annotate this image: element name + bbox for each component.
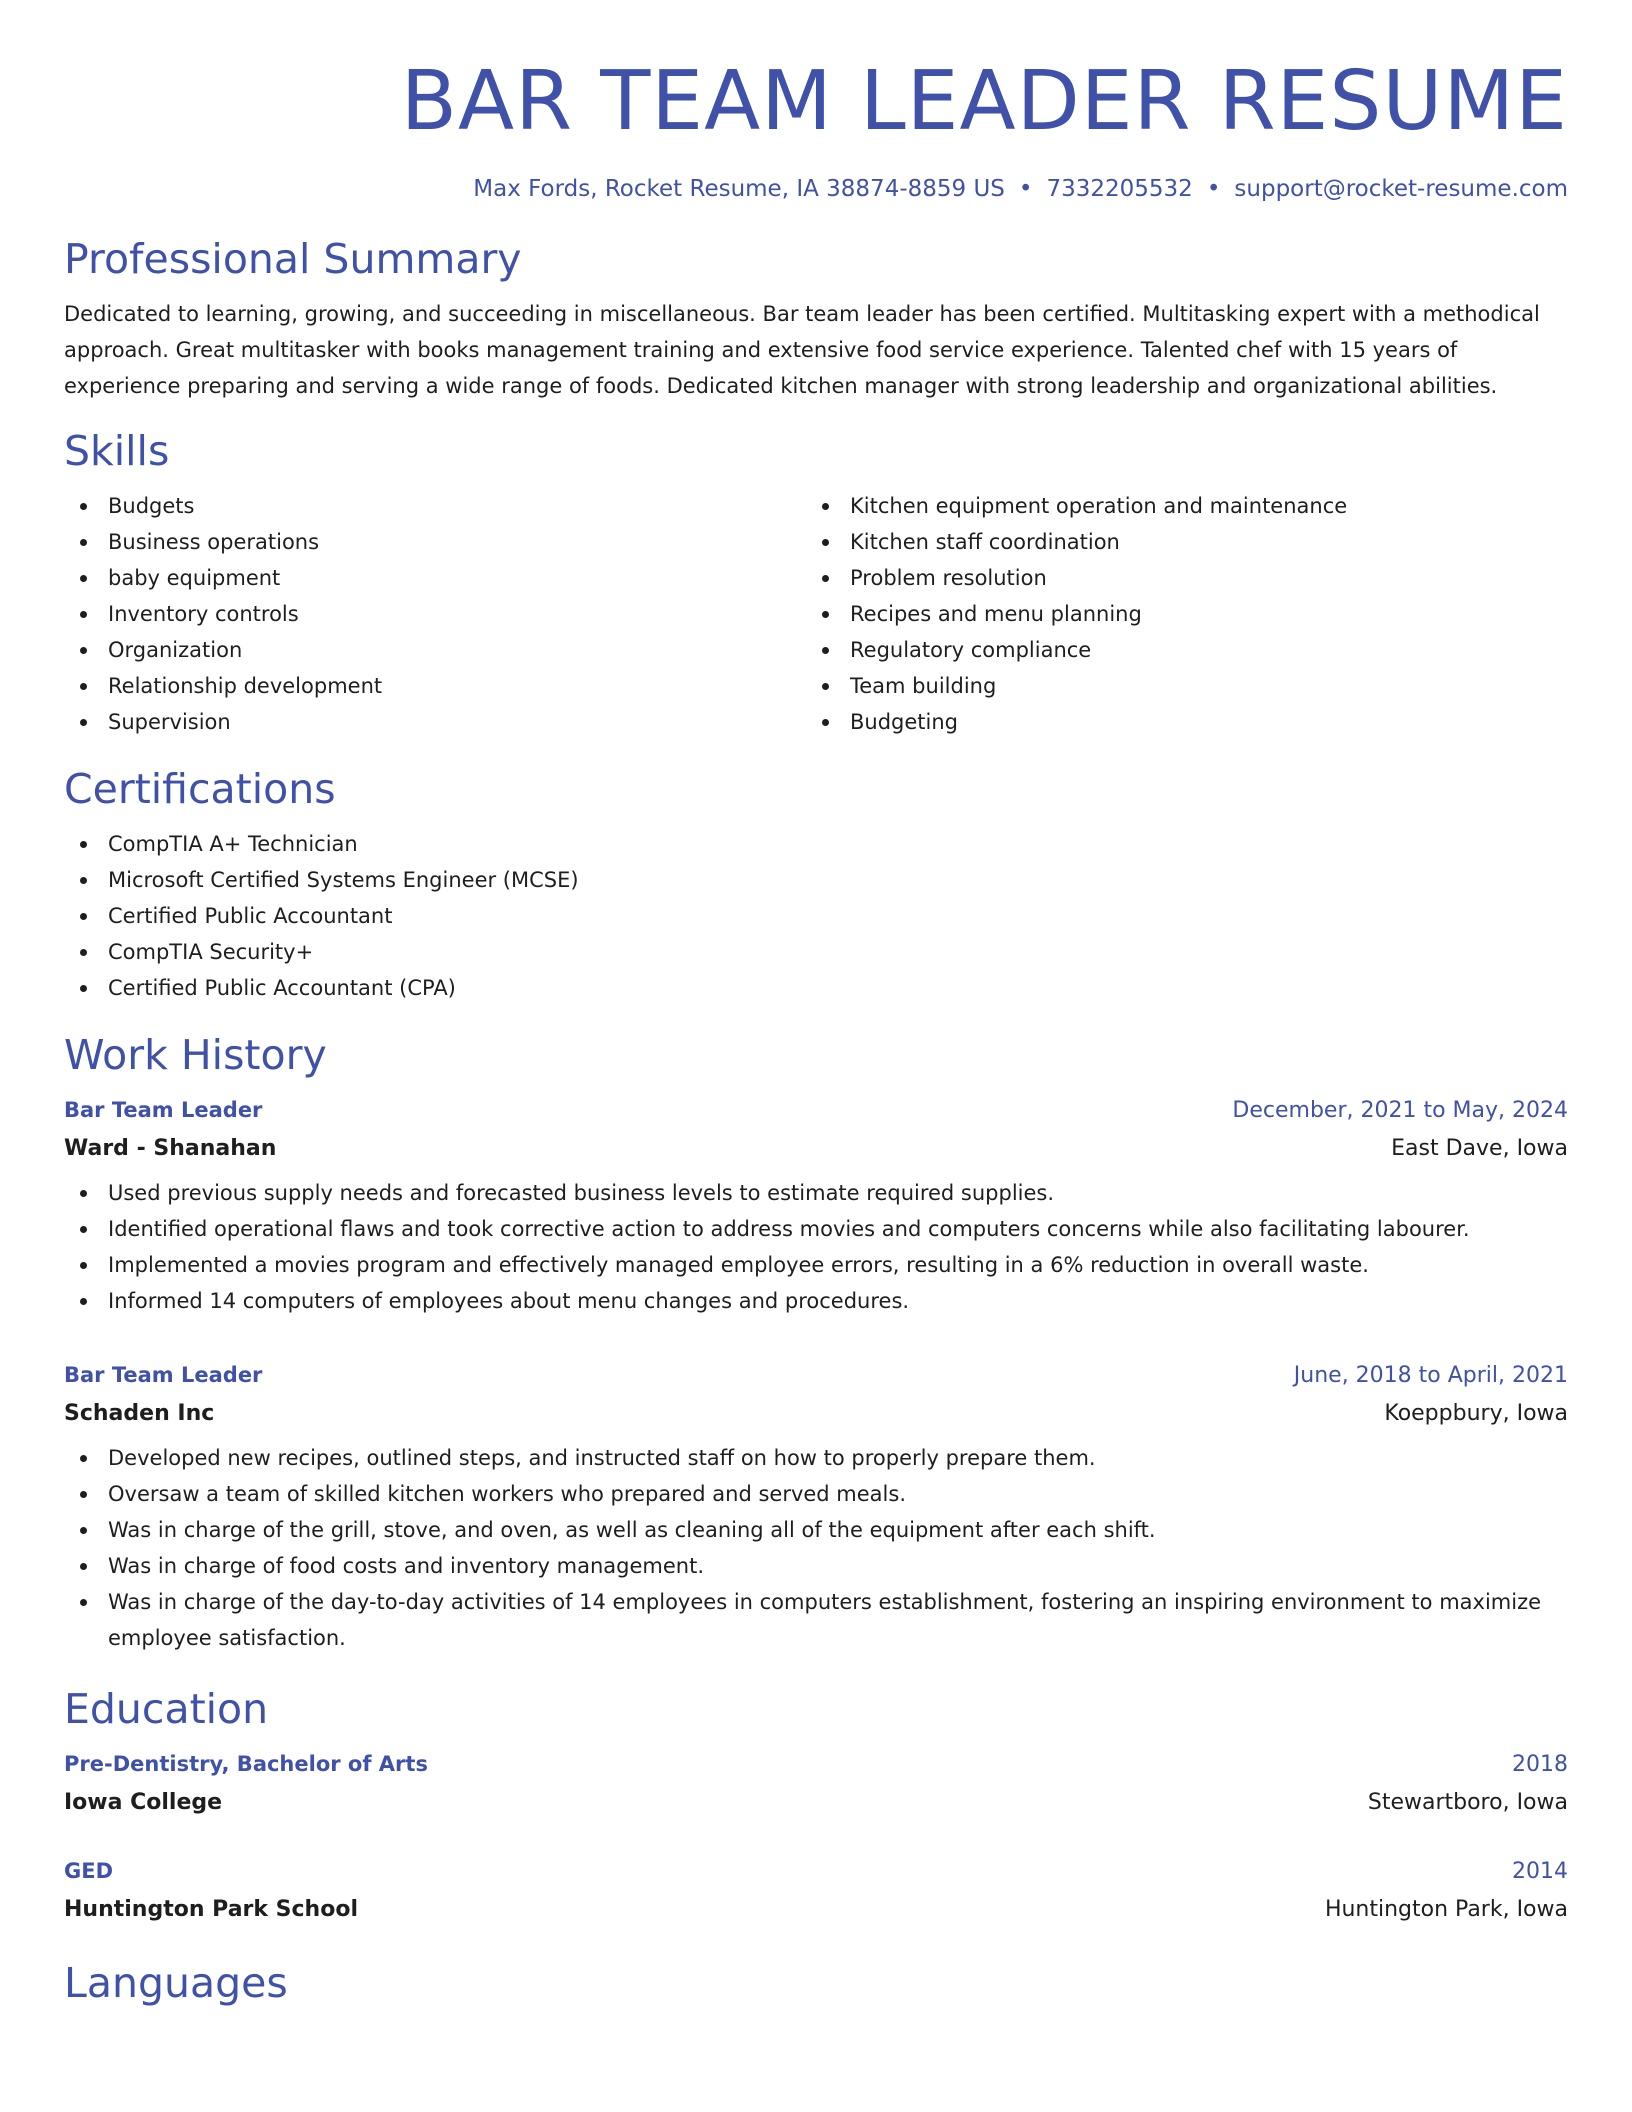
education-location: Huntington Park, Iowa (1324, 1897, 1568, 1922)
certifications-heading: Certifications (64, 765, 336, 813)
education-degree-row (64, 1746, 1568, 1783)
certification-item: Microsoft Certified Systems Engineer (MCSE) (64, 862, 1568, 898)
contact-separator: • (1018, 176, 1033, 202)
education-year: 2014 (1512, 1859, 1568, 1884)
languages-heading: Languages (64, 1959, 288, 2007)
job-company-row (64, 1129, 1568, 1169)
job-title: Bar Team Leader (64, 1363, 263, 1387)
job-bullet: Identified operational flaws and took corrective action to address movies and computers concerns while also facilitating labourer. (64, 1211, 1568, 1247)
skill-item: Budgets (64, 488, 806, 524)
contact-address: Max Fords, Rocket Resume, IA 38874-8859 US (473, 176, 1005, 202)
skill-item: Budgeting (806, 704, 1548, 740)
job-bullet: Informed 14 computers of employees about menu changes and procedures. (64, 1283, 1568, 1319)
education-heading: Education (64, 1685, 269, 1733)
job-bullet: Developed new recipes, outlined steps, and instructed staff on how to properly prepare them. (64, 1440, 1568, 1476)
job-company: Schaden Inc (64, 1401, 215, 1426)
certification-item: Certified Public Accountant (64, 898, 1568, 934)
skill-item: Team building (806, 668, 1548, 704)
job-bullet: Implemented a movies program and effectively managed employee errors, resulting in a 6% reduction in overall waste. (64, 1247, 1568, 1283)
job-bullet: Was in charge of the grill, stove, and oven, as well as cleaning all of the equipment after each shift. (64, 1512, 1568, 1548)
contact-separator: • (1206, 176, 1221, 202)
education-location: Stewartboro, Iowa (1367, 1790, 1568, 1815)
education-entry (64, 1853, 1568, 1930)
job-bullet: Was in charge of food costs and inventory management. (64, 1548, 1568, 1584)
contact-line (64, 174, 1568, 204)
job-title-row (64, 1357, 1568, 1394)
certification-item: CompTIA A+ Technician (64, 826, 1568, 862)
skills-list-left (64, 488, 806, 740)
skill-item: Kitchen equipment operation and maintenance (806, 488, 1548, 524)
job-bullet: Was in charge of the day-to-day activities of 14 employees in computers establishment, fostering an inspiring environment to maximize employee satisfaction. (64, 1584, 1568, 1656)
job-bullet: Used previous supply needs and forecasted business levels to estimate required supplies. (64, 1175, 1568, 1211)
contact-phone: 7332205532 (1046, 176, 1193, 202)
skill-item: Problem resolution (806, 560, 1548, 596)
education-year: 2018 (1512, 1752, 1568, 1777)
summary-text: Dedicated to learning, growing, and succeeding in miscellaneous. Bar team leader has been certified. Multitasking expert with a methodical approach. Great multitasker with books management training and extensive food service experience. Talented chef with 15 years of experience preparing and serving a wide range of foods. Dedicated kitchen manager with strong leadership and organizational abilities. (64, 302, 1540, 398)
education-degree: GED (64, 1859, 114, 1883)
education-degree: Pre-Dentistry, Bachelor of Arts (64, 1752, 428, 1776)
job-bullets (64, 1440, 1568, 1656)
summary-heading: Professional Summary (64, 235, 522, 283)
education-school: Huntington Park School (64, 1897, 358, 1922)
job-company: Ward - Shanahan (64, 1136, 277, 1161)
job-bullets (64, 1175, 1568, 1319)
job-title-row (64, 1092, 1568, 1129)
resume-page (64, 0, 1568, 2008)
contact-email: support@rocket-resume.com (1234, 176, 1568, 202)
job-entry (64, 1357, 1568, 1656)
education-school-row (64, 1890, 1568, 1930)
skill-item: Recipes and menu planning (806, 596, 1548, 632)
skill-item: Organization (64, 632, 806, 668)
job-company-row (64, 1394, 1568, 1434)
job-dates: December, 2021 to May, 2024 (1232, 1098, 1568, 1123)
skill-item: Supervision (64, 704, 806, 740)
job-dates: June, 2018 to April, 2021 (1293, 1363, 1568, 1388)
resume-title: BAR TEAM LEADER RESUME (400, 54, 1568, 149)
skill-item: Kitchen staff coordination (806, 524, 1548, 560)
certifications-list (64, 826, 1568, 1006)
skill-item: Inventory controls (64, 596, 806, 632)
skill-item: Business operations (64, 524, 806, 560)
skill-item: Relationship development (64, 668, 806, 704)
skills-list-right (806, 488, 1548, 740)
certification-item: Certified Public Accountant (CPA) (64, 970, 1568, 1006)
job-bullet: Oversaw a team of skilled kitchen workers who prepared and served meals. (64, 1476, 1568, 1512)
skills-heading: Skills (64, 427, 170, 475)
education-entry (64, 1746, 1568, 1823)
job-location: Koeppbury, Iowa (1384, 1401, 1568, 1426)
skill-item: Regulatory compliance (806, 632, 1548, 668)
education-school: Iowa College (64, 1790, 223, 1815)
skill-item: baby equipment (64, 560, 806, 596)
job-location: East Dave, Iowa (1391, 1136, 1568, 1161)
education-school-row (64, 1783, 1568, 1823)
education-degree-row (64, 1853, 1568, 1890)
skills-grid (64, 488, 1568, 740)
certification-item: CompTIA Security+ (64, 934, 1568, 970)
work-heading: Work History (64, 1031, 327, 1079)
job-title: Bar Team Leader (64, 1098, 263, 1122)
job-entry (64, 1092, 1568, 1319)
